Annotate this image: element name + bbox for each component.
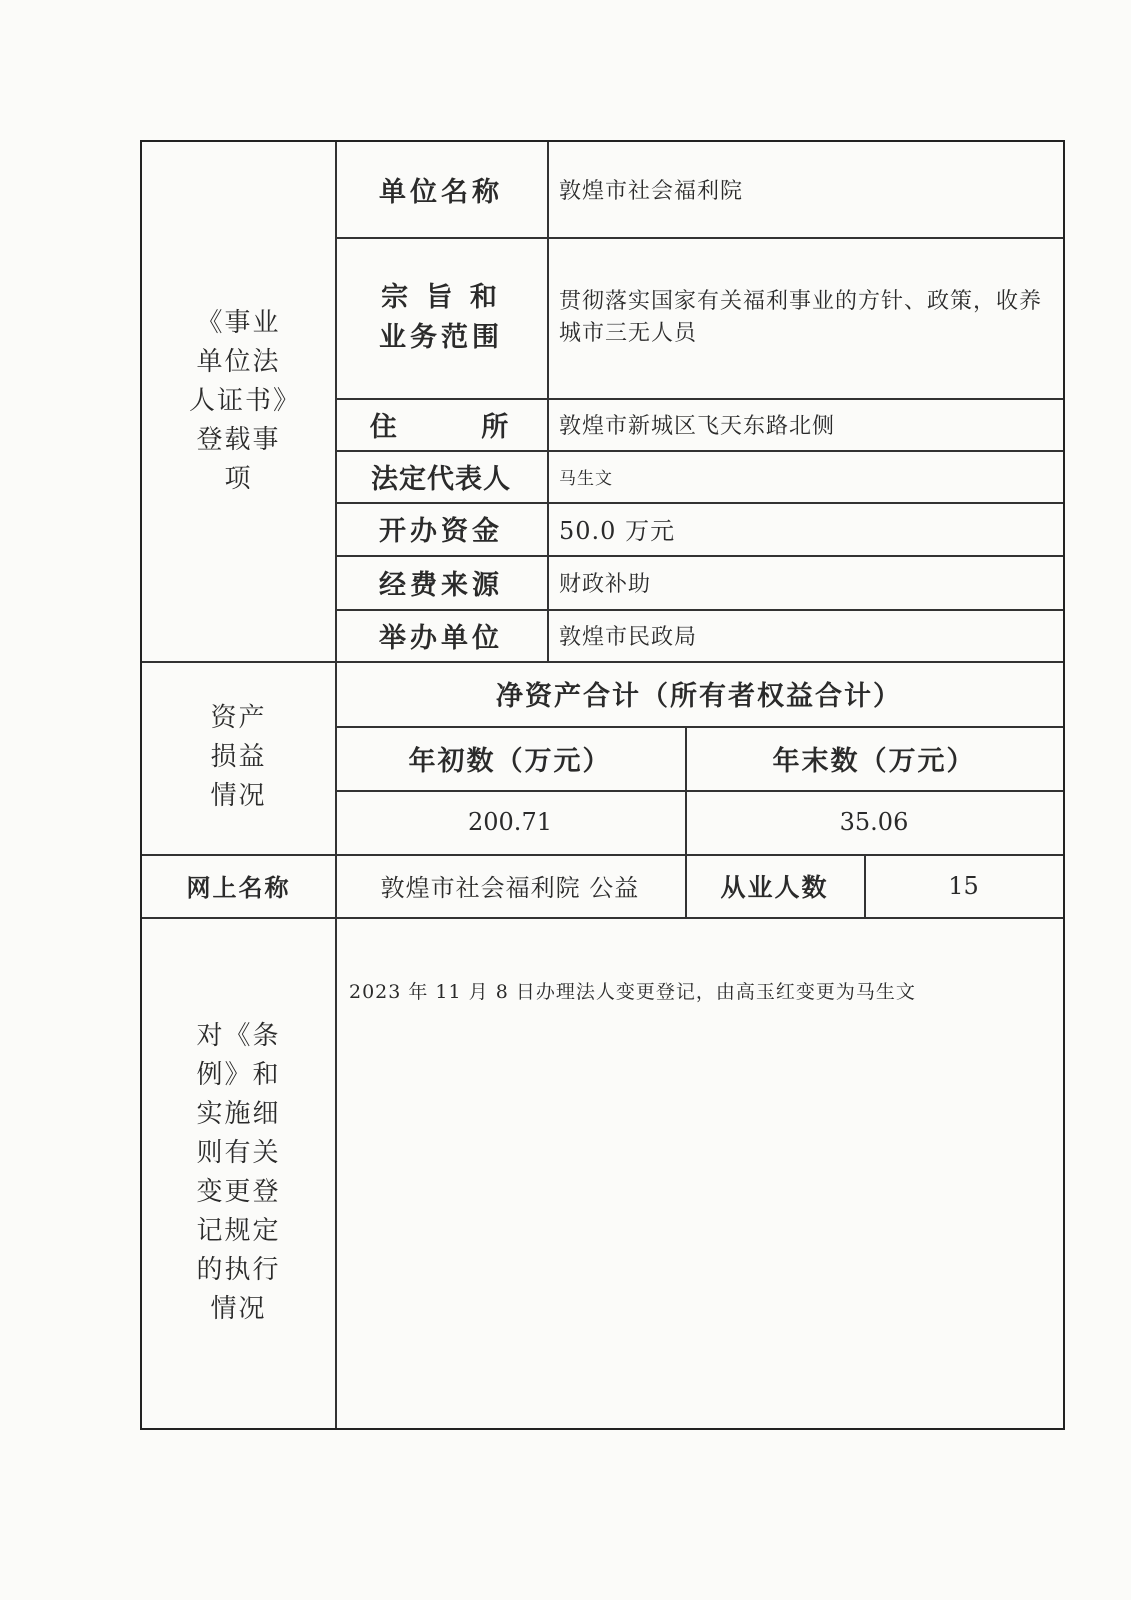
begin-year-value: 200.71 [468, 808, 552, 836]
capital-label: 开办资金 [379, 516, 503, 547]
regulation-note: 2023 年 11 月 8 日办理法人变更登记，由高玉红变更为马生文 [349, 981, 916, 1003]
address-value: 敦煌市新城区飞天东路北侧 [559, 413, 836, 439]
online-name-label: 网上名称 [186, 873, 291, 902]
regulation-section-label: 对《条例》和实施细则有关变更登记规定的执行情况 [196, 1020, 281, 1324]
registration-table [140, 140, 1065, 1430]
capital-value: 50.0 万元 [559, 517, 676, 545]
address-label: 住 所 [369, 411, 513, 443]
purpose-label: 宗 旨 和 业务范围 [379, 281, 503, 353]
funding-label: 经费来源 [379, 569, 503, 601]
staff-count-label: 从业人数 [720, 872, 829, 902]
assets-section-label: 资产损益情况 [210, 703, 267, 811]
end-year-label: 年末数（万元） [772, 745, 976, 777]
online-name-value: 敦煌市社会福利院 公益 [380, 874, 640, 902]
unit-name-value: 敦煌市社会福利院 [559, 179, 744, 204]
registration-section-label: 《事业单位法人证书》登载事项 [188, 308, 288, 494]
net-assets-header: 净资产合计（所有者权益合计） [496, 681, 902, 712]
legal-rep-value: 马生文 [559, 468, 613, 489]
sponsor-label: 举办单位 [379, 622, 503, 654]
legal-rep-label: 法定代表人 [371, 463, 511, 495]
purpose-value: 贯彻落实国家有关福利事业的方针、政策，收养城市三无人员 [559, 288, 1043, 346]
staff-count-value: 15 [948, 871, 979, 900]
begin-year-label: 年初数（万元） [408, 745, 612, 777]
unit-name-label: 单位名称 [379, 177, 503, 208]
sponsor-value: 敦煌市民政局 [559, 624, 698, 650]
end-year-value: 35.06 [839, 808, 909, 836]
funding-value: 财政补助 [559, 571, 652, 597]
